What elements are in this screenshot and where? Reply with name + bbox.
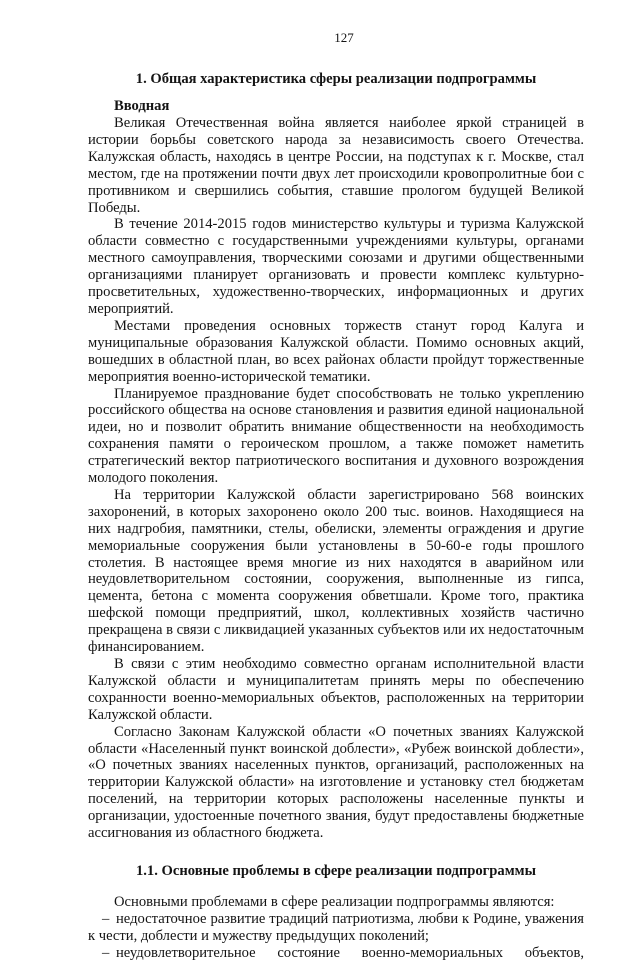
problem-list-item [88, 945, 584, 962]
subsection-title: 1.1. Основные проблемы в сфере реализации подпрограммы [135, 862, 536, 879]
problem-text: неудовлетворительное состояние военно-мемориальных объектов, [116, 944, 584, 961]
paragraph-war-intro: Великая Отечественная война является наиболее яркой страницей в истории борьбы советского народа за независимость своего Отечества. Калужская область, находясь в центре России, на подступах к г. Москве, стал местом, где на протяжении почти двух лет происходили кровопролитные бои с противником и свершились события, ставшие прологом будущей Великой Победы. [88, 115, 584, 216]
intro-heading: Вводная [114, 98, 170, 114]
paragraph-celebration-goals: Планируемое празднование будет способствовать не только укреплению российского общества на основе становления и развития единой национальной идеи, но и позволит обратить внимание общественности на необходимость сохранения памяти о героическом прошлом, а также поможет наметить стратегический вектор патриотического воспитания и духовного возрождения молодого поколения. [88, 385, 584, 487]
list-dash: – [102, 944, 110, 961]
problem-text: недостаточное развитие традиций патриотизма, любви к Родине, уважения к чести, доблести и мужеству предыдущих поколений; [88, 910, 584, 944]
page-number: 127 [334, 30, 354, 45]
paragraph-celebration-venues: Местами проведения основных торжеств станут город Калуга и муниципальные образования Калужской области. Помимо основных акций, вошедших в областной план, во всех районах области пройдут торжественные мероприятия военно-исторической тематики. [88, 317, 584, 385]
problems-intro: Основными проблемами в сфере реализации подпрограммы являются: [114, 893, 555, 910]
problem-list-item [88, 911, 584, 945]
paragraph-ministry-plans: В течение 2014-2015 годов министерство культуры и туризма Калужской области совместно с государственными учреждениями культуры, органами местного самоуправления, творческими союзами и другими общественными организациями планирует организовать и провести комплекс культурно-просветительных, художественно-творческих, информационных и других мероприятий. [88, 216, 584, 317]
paragraph-burial-sites: На территории Калужской области зарегистрировано 568 воинских захоронений, в которых захоронено около 200 тыс. воинов. Находящиеся на них надгробия, памятники, стелы, обелиски, элементы ограждения и другие мемориальные сооружения были установлены в 50-60-е годы прошлого столетия. В настоящее время многие из них находятся в аварийном или неудовлетворительном состоянии, сооружения, выполненные из гипса, цемента, бетона с момента сооружения обветшали. Кроме того, практика шефской помощи предприятий, школ, коллективных хозяйств частично прекращена в связи с ликвидацией указанных субъектов или их недостаточным финансированием. [88, 486, 584, 656]
list-dash: – [102, 910, 110, 927]
paragraph-preservation-measures: В связи с этим необходимо совместно органам исполнительной власти Калужской области и муниципалитетам принять меры по обеспечению сохранности военно-мемориальных объектов, расположенных на территории Калужской области. [88, 656, 584, 723]
paragraph-honorary-titles: Согласно Законам Калужской области «О почетных званиях Калужской области «Населенный пункт воинской доблести», «Рубеж воинской доблести», «О почетных званиях населенных пунктов, организаций, расположенных на территории Калужской области» на изготовление и установку стел бюджетам поселений, на территории которых расположены населенные пункты и организации, удостоенные почетного звания, будут предоставлены бюджетные ассигнования из областного бюджета. [88, 723, 584, 842]
section-title: 1. Общая характеристика сферы реализации подпрограммы [135, 71, 537, 87]
